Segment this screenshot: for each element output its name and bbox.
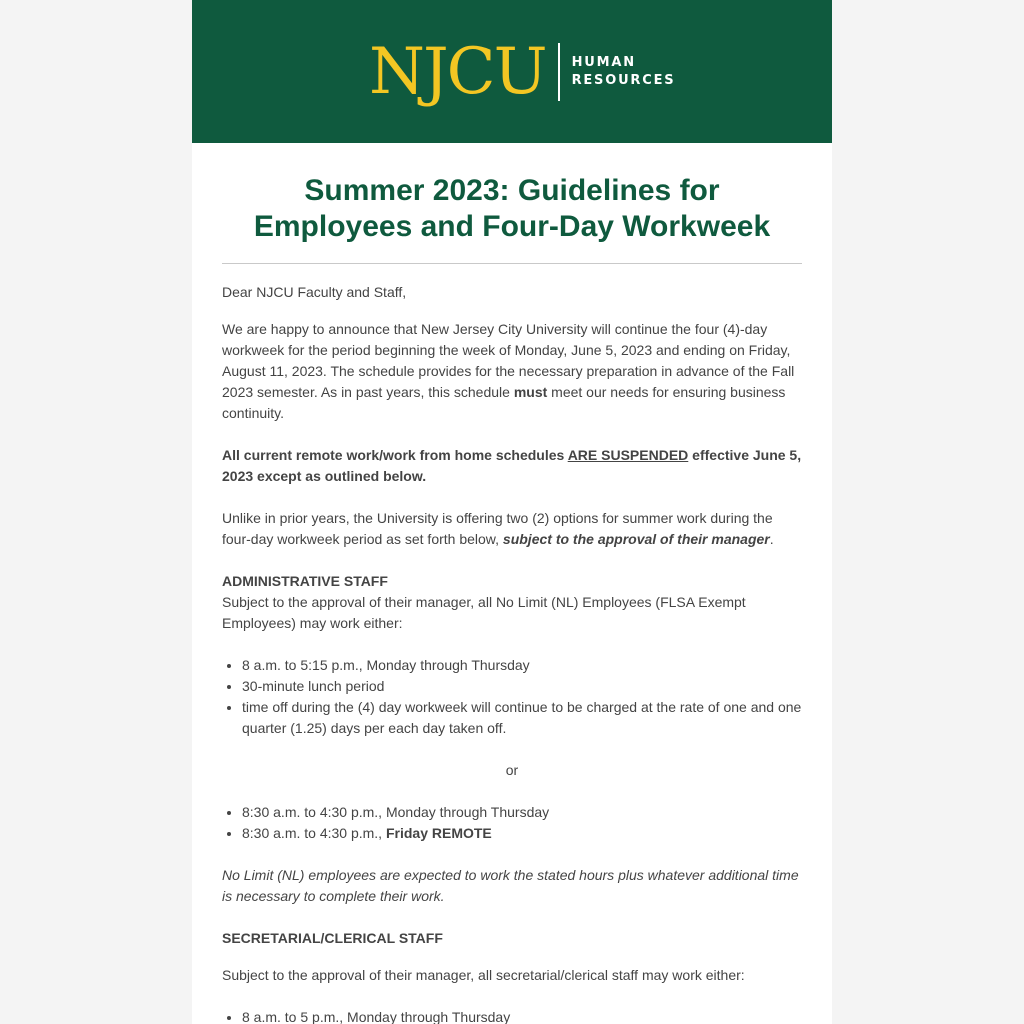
admin-staff-heading: ADMINISTRATIVE STAFF bbox=[222, 573, 388, 589]
nl-employee-note: No Limit (NL) employees are expected to work the stated hours plus whatever additional time is necessary to complete their work. bbox=[222, 867, 799, 904]
suspension-notice: All current remote work/work from home schedules ARE SUSPENDED effective June 5, 2023 except as outlined below. bbox=[222, 447, 802, 484]
list-item: • time off during the (4) day workweek will continue to be charged at the rate of one and one quarter (1.25) days per each day taken off. bbox=[242, 697, 802, 739]
logo-wordmark: NJCU bbox=[369, 35, 546, 109]
logo-divider bbox=[558, 43, 560, 101]
list-item: • 8:30 a.m. to 4:30 p.m., Friday REMOTE bbox=[242, 823, 802, 844]
title-divider bbox=[222, 263, 802, 264]
logo-subtitle: HUMAN RESOURCES bbox=[571, 55, 676, 88]
greeting: Dear NJCU Faculty and Staff, bbox=[222, 284, 407, 300]
list-item: • 8:30 a.m. to 4:30 p.m., Monday through Thursday bbox=[242, 802, 802, 823]
or-separator: or bbox=[505, 762, 519, 778]
intro-paragraph: We are happy to announce that New Jersey City University will continue the four (4)-day workweek for the period beginning the week of Monday, June 5, 2023 and ending on Friday, August 11, 2023. The schedule provides for the necessary preparation in advance of the Fall 2023 semester. As in past years, this schedule must meet our needs for ensuring business continuity. bbox=[222, 321, 795, 421]
admin-staff-text: Subject to the approval of their manager, all No Limit (NL) Employees (FLSA Exempt Employees) may work either: bbox=[222, 594, 746, 631]
list-item: • 8 a.m. to 5:15 p.m., Monday through Thursday bbox=[242, 655, 802, 676]
page-title: Summer 2023: Guidelines for Employees and Four-Day Workweek bbox=[253, 174, 771, 243]
secretarial-option-1-list bbox=[222, 1007, 802, 1024]
admin-option-2-list bbox=[222, 802, 802, 844]
list-item: • 30-minute lunch period bbox=[242, 676, 802, 697]
options-paragraph: Unlike in prior years, the University is offering two (2) options for summer work during the four-day workweek period as set forth below, subject to the approval of their manager. bbox=[222, 510, 774, 547]
email-body bbox=[192, 0, 832, 1024]
header-banner bbox=[192, 0, 832, 143]
list-item: • 8 a.m. to 5 p.m., Monday through Thursday bbox=[242, 1007, 802, 1024]
admin-option-1-list bbox=[222, 655, 802, 739]
email-content bbox=[192, 173, 832, 1024]
secretarial-staff-text: Subject to the approval of their manager, all secretarial/clerical staff may work either: bbox=[222, 967, 745, 983]
secretarial-staff-heading: SECRETARIAL/CLERICAL STAFF bbox=[222, 930, 443, 946]
njcu-hr-logo bbox=[369, 35, 676, 109]
